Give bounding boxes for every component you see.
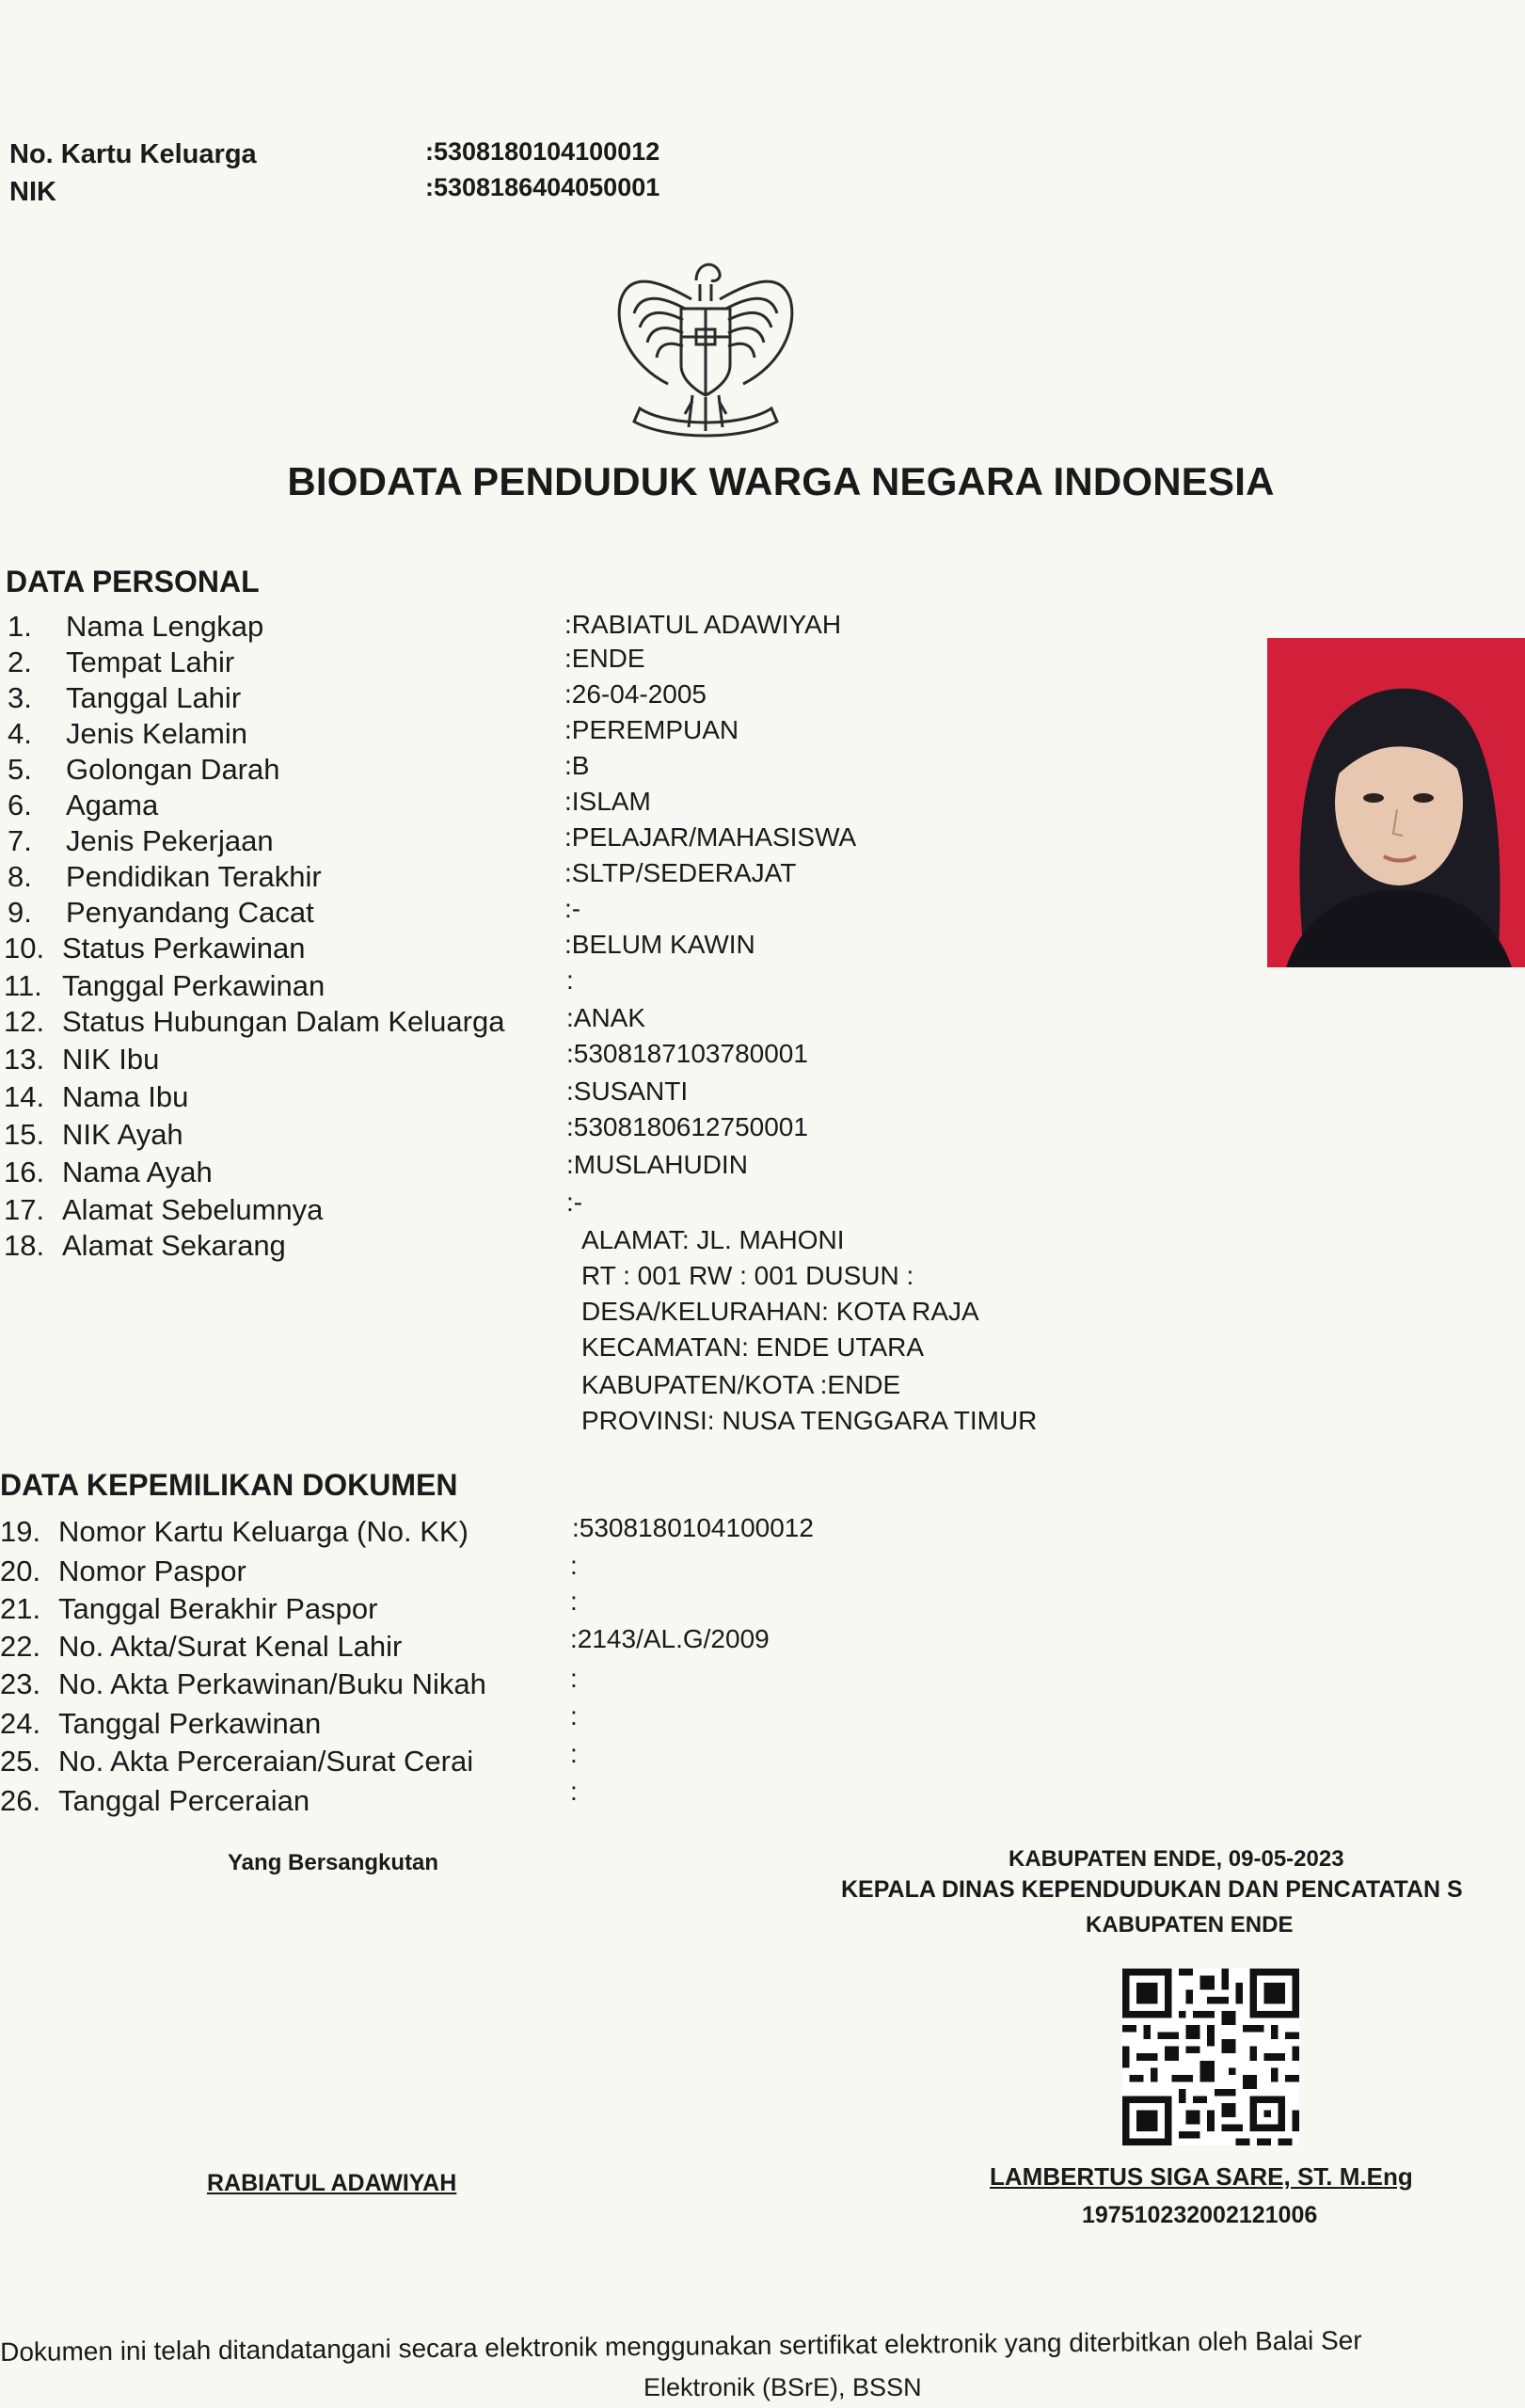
portrait-photo-icon	[1267, 638, 1525, 967]
row-label-16: 16. Nama Ayah	[4, 1156, 213, 1188]
row-label-11: 11. Tanggal Perkawinan	[4, 969, 326, 1002]
row-label-25: 25. No. Akta Perceraian/Surat Cerai	[0, 1745, 474, 1778]
qr-code-icon	[1122, 1969, 1299, 2145]
row-label-13: 13. NIK Ibu	[4, 1043, 160, 1076]
row-value-9: :-	[564, 894, 581, 923]
row-label-14: 14. Nama Ibu	[4, 1080, 189, 1113]
row-label-8: 8. Pendidikan Terakhir	[8, 860, 322, 893]
row-value-6: :ISLAM	[564, 787, 651, 816]
row-value-4: :PEREMPUAN	[564, 715, 739, 744]
row-label-21: 21. Tanggal Berakhir Paspor	[0, 1592, 378, 1625]
address-line-6: PROVINSI: NUSA TENGGARA TIMUR	[581, 1406, 1038, 1435]
nik-value: :5308186404050001	[425, 173, 660, 201]
row-label-18: 18. Alamat Sekarang	[4, 1229, 286, 1262]
kk-value: :5308180104100012	[425, 137, 660, 166]
row-value-24: :	[570, 1701, 578, 1730]
row-label-26: 26. Tanggal Perceraian	[0, 1784, 310, 1817]
address-line-3: DESA/KELURAHAN: KOTA RAJA	[581, 1297, 979, 1326]
row-value-23: :	[570, 1664, 578, 1693]
row-label-9: 9. Penyandang Cacat	[8, 896, 314, 929]
row-value-19: :5308180104100012	[572, 1513, 814, 1542]
row-label-17: 17. Alamat Sebelumnya	[4, 1193, 324, 1226]
document-title: BIODATA PENDUDUK WARGA NEGARA INDONESIA	[287, 459, 1275, 503]
row-value-25: :	[570, 1739, 578, 1768]
row-value-14: :SUSANTI	[566, 1076, 689, 1106]
row-value-5: :B	[564, 751, 590, 780]
row-label-22: 22. No. Akta/Surat Kenal Lahir	[0, 1630, 403, 1663]
row-value-7: :PELAJAR/MAHASISWA	[564, 822, 857, 852]
footer-line-2: Elektronik (BSrE), BSSN	[643, 2373, 922, 2401]
row-value-16: :MUSLAHUDIN	[566, 1150, 748, 1179]
nik-label: NIK	[9, 177, 56, 207]
row-value-20: :	[570, 1551, 578, 1580]
row-value-13: :5308187103780001	[566, 1039, 808, 1068]
footer-line-1: Dokumen ini telah ditandatangani secara elektronik menggunakan sertifikat elektronik yang diterbitkan oleh Balai Ser	[0, 2325, 1362, 2367]
signer-name: RABIATUL ADAWIYAH	[207, 2170, 457, 2196]
kk-label: No. Kartu Keluarga	[9, 139, 257, 169]
row-label-2: 2. Tempat Lahir	[8, 646, 235, 678]
row-value-17: :-	[566, 1188, 583, 1217]
address-line-5: KABUPATEN/KOTA :ENDE	[581, 1370, 901, 1399]
row-value-21: :	[570, 1587, 578, 1616]
row-value-15: :5308180612750001	[566, 1112, 808, 1141]
office-line-2: KABUPATEN ENDE	[1086, 1912, 1294, 1938]
row-label-1: 1. Nama Lengkap	[8, 610, 264, 643]
row-label-10: 10. Status Perkawinan	[4, 932, 306, 965]
row-value-12: :ANAK	[566, 1003, 646, 1032]
row-value-1: :RABIATUL ADAWIYAH	[564, 610, 842, 639]
row-label-20: 20. Nomor Paspor	[0, 1555, 246, 1587]
row-label-12: 12. Status Hubungan Dalam Keluarga	[4, 1005, 505, 1038]
row-label-19: 19. Nomor Kartu Keluarga (No. KK)	[0, 1515, 469, 1548]
row-label-7: 7. Jenis Pekerjaan	[8, 824, 274, 857]
row-label-3: 3. Tanggal Lahir	[8, 681, 242, 714]
row-value-22: :2143/AL.G/2009	[570, 1624, 770, 1653]
row-label-23: 23. No. Akta Perkawinan/Buku Nikah	[0, 1667, 486, 1700]
row-value-2: :ENDE	[564, 644, 645, 673]
address-line-1: ALAMAT: JL. MAHONI	[581, 1225, 845, 1254]
row-value-10: :BELUM KAWIN	[564, 930, 755, 959]
official-name: LAMBERTUS SIGA SARE, ST. M.Eng	[990, 2162, 1413, 2191]
place-date: KABUPATEN ENDE, 09-05-2023	[1009, 1846, 1344, 1872]
row-label-24: 24. Tanggal Perkawinan	[0, 1707, 322, 1740]
address-line-4: KECAMATAN: ENDE UTARA	[581, 1332, 925, 1362]
row-value-26: :	[570, 1777, 578, 1806]
official-nip: 197510232002121006	[1082, 2202, 1318, 2228]
office-line-1: KEPALA DINAS KEPENDUDUKAN DAN PENCATATAN S	[841, 1876, 1463, 1903]
garuda-emblem-icon	[602, 243, 809, 452]
row-label-6: 6. Agama	[8, 789, 159, 821]
address-line-2: RT : 001 RW : 001 DUSUN :	[581, 1261, 914, 1290]
section-title-personal: DATA PERSONAL	[6, 565, 260, 598]
row-value-3: :26-04-2005	[564, 679, 707, 709]
row-label-15: 15. NIK Ayah	[4, 1118, 183, 1151]
row-value-8: :SLTP/SEDERAJAT	[564, 858, 797, 887]
row-label-4: 4. Jenis Kelamin	[8, 717, 247, 750]
row-value-11: :	[566, 965, 574, 995]
signer-title: Yang Bersangkutan	[228, 1850, 439, 1875]
row-label-5: 5. Golongan Darah	[8, 753, 280, 786]
section-title-documents: DATA KEPEMILIKAN DOKUMEN	[0, 1468, 458, 1502]
